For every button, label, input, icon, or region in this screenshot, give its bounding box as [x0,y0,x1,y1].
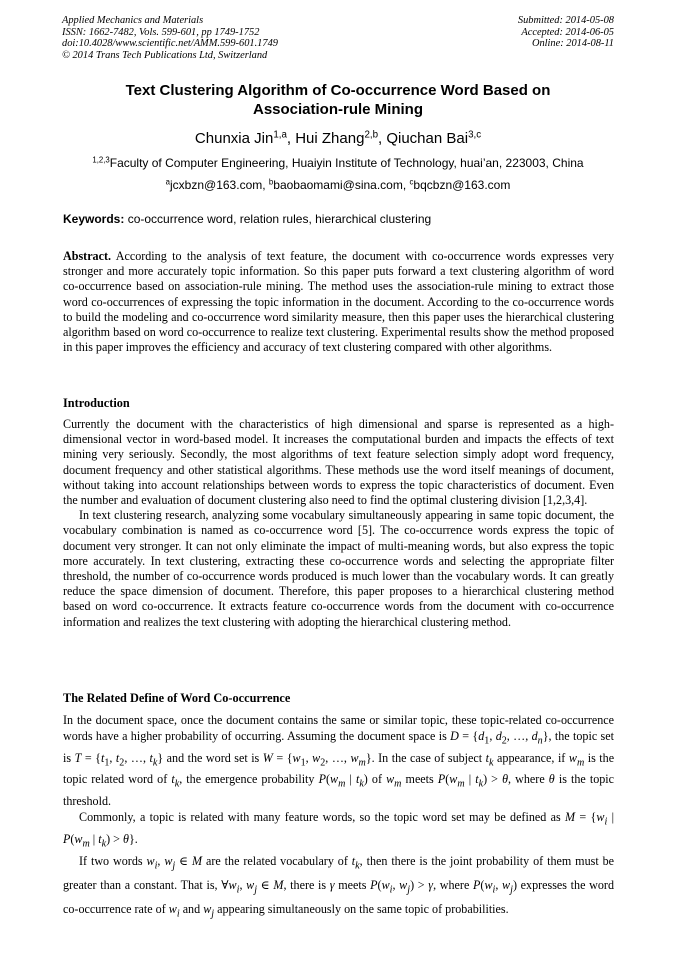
author-sup: 3,c [468,129,482,141]
text-run: , there is [283,878,327,893]
email-sup: b [268,177,274,187]
issn-line: ISSN: 1662-7482, Vols. 599-601, pp 1749-1752 [62,26,260,38]
author-name: Chunxia Jin [194,130,274,147]
author-name: Hui Zhang [295,130,365,147]
email-address: bqcbzn@163.com [413,178,511,192]
related-paragraph-3: If two words $w_i$, $w_j$ ∈ M are the related vocabulary of $t_k$, then there is the joint probability of them must be greater than a constant. That is, $\forall w_i$, $w_j$ ∈ M, there is γ meets $P(w_i$, $w_j) > \gamma$, where $P(w_i$, $w_j$) expresses the word co-occurrence rate of $w_i$ and $w_j$ appearing simultaneously on the same topic of probabilities. [63,854,615,920]
copyright-line: © 2014 Trans Tech Publications Ltd, Switzerland [62,49,268,61]
abstract [63,249,614,355]
text-run: is the topic related word of [63,750,615,787]
title-line-2: Association-rule Mining [252,101,423,118]
author-sup: 1,a [273,129,287,141]
text-run: and the word set is [166,750,260,765]
author-list: Chunxia Jin$^{1,a}$, Hui Zhang$^{2,b}$, Qiuchan Bai$^{3,c}$ [194,129,482,147]
abstract-text: According to the analysis of text feature, the document with co-occurrence words expresses very stronger and more accurately topic information. So this paper puts forward a text clustering algorithm of word co-occurrence based on association-rule mining. The method uses the association-rule mining to extract those word co-occurrences of expressing the topic information in the document. According to the co-occurrence words to build the modeling and co-occurrence word similarity measure, then this paper uses the hierarchical clustering algorithm based on word co-occurrence to realize text clustering. Experimental results show the method proposed in this paper improves the efficiency and accuracy of text clustering compared with other algorithms. [63,249,615,355]
text-run: expresses the word co-occurrence rate of [63,878,615,917]
text-run: , where [508,772,545,787]
affiliation [62,156,614,171]
text-run: , the emergence probability [179,772,315,787]
text-run: are the related vocabulary of [206,854,348,869]
text-run: meets [405,772,434,787]
keywords [63,212,431,227]
related-define-heading: The Related Define of Word Co-occurrence [63,691,291,705]
affiliation-text: Faculty of Computer Engineering, Huaiyin Institute of Technology, huai’an, 223003, China [109,156,584,170]
doi-line: doi:10.4028/www.scientific.net/AMM.599-601.1749 [62,38,278,50]
email-list: $^a$jcxbzn@163.com, $^b$baobaomami@sina.com, $^c$bqcbzn@163.com [165,177,511,192]
keywords-text: co-occurrence word, relation rules, hierarchical clustering [127,212,432,226]
email-address: baobaomami@sina.com [273,178,403,192]
text-run: . In the case of subject [371,750,483,765]
introduction-heading: Introduction [63,396,130,410]
text-run: of [371,772,382,787]
related-paragraph-1: In the document space, once the document contains the same or similar topic, these topic-related co-occurrence words have a higher probability of occurring. Assuming the document space is $D = \{d_1$, $d_2$, …, $d_n$}, the topic set is $T = \{t_1$, $t_2$, …, $t_k$} and the word set is $W = \{w_1$, $w_2$, …, $w_m$}. In the case of subject $t_k$ appearance, if $w_m$ is the topic related word of $t_k$, the emergence probability $P(w_m$ | $t_k$) of $w_m$ meets $P(w_m$ | $t_k) > \theta$, where θ is the topic threshold. [63,713,615,809]
text-run: If two words [79,854,143,869]
email-sup: c [409,177,414,187]
text-run: In the document space, once the document contains the same or similar topic, these topic-related co-occurrence words have a higher probability of occurring. Assuming the document space is [63,713,614,744]
email-sup: a [165,177,171,187]
journal-header-right [518,15,614,50]
text-run: and [182,902,201,917]
journal-header-left [62,15,278,61]
text-run: appearing simultaneously on the same topic of probabilities. [217,902,509,917]
email-address: jcxbzn@163.com [170,178,263,192]
text-run: appearance, if [497,750,566,765]
author-name: Qiuchan Bai [386,130,469,147]
equation-word-set: W [262,750,273,765]
intro-paragraph-2: In text clustering research, analyzing some vocabulary simultaneously appearing in same topic document, the vocabulary combination is named as co-occurrence word [5]. The co-occurrence words express the topic of document very stronger. It can not only eliminate the impact of multi-meaning words, but also express the topic more accurately. In text clustering, extracting these co-occurrence words and selecting the appropriate filter threshold, the number of co-occurrence words produced is much lower than the vocabulary words. It can greatly reduce the space dimension of document. Therefore, this paper proposes to a hierarchical clustering method based on word co-occurrence. It extracts feature co-occurrence words from the document with co-occurrence information and realizes the text clustering with adopting the hierarchical clustering method. [63,508,614,629]
text-run: , where [433,878,470,893]
online-date: Online: 2014-08-11 [531,38,614,50]
text-run: is the topic threshold. [63,772,615,809]
journal-name: Applied Mechanics and Materials [62,15,204,26]
text-run: Commonly, a topic is related with many feature words, so the topic word set may be defined as [79,810,561,825]
related-paragraph-2: Commonly, a topic is related with many feature words, so the topic word set may be defined as $M = \{w_i$ | $P(w_m$ | $t_k) > \theta$}. [63,810,614,850]
abstract-label: Abstract. [63,249,112,263]
paper-title [62,81,614,119]
equation-document-set: D [450,729,459,744]
related-define-body [63,712,614,924]
equation-topic-set: T [74,750,82,765]
text-run: meets [338,878,367,893]
affiliation-sup: 1,2,3 [92,155,110,165]
text-run: , the topic set is [63,729,614,765]
text-run: , then there is the joint probability of them must be greater than a constant. That is, [63,854,615,893]
keywords-label: Keywords: [63,212,125,226]
intro-paragraph-1: Currently the document with the characteristics of high dimensional and sparse is represented as a high-dimensional vector in word-based model. It increases the computational burden and impacts the effects of text mining very seriously. Secondly, the most algorithms of text feature selection simply adopt word frequency, document frequency and other statistical algorithms. These methods use the word itself meanings of document, without taking into account relationships between words to express the topic characteristics of document. Even the number and evaluation of document clustering also need to find the optimal clustering division [1,2,3,4]. [63,417,614,508]
introduction-body [63,417,614,630]
submitted-date: Submitted: 2014-05-08 [517,15,614,26]
accepted-date: Accepted: 2014-06-05 [521,26,614,38]
title-line-1: Text Clustering Algorithm of Co-occurrence Word Based on [125,82,551,99]
author-sup: 2,b [364,129,378,141]
